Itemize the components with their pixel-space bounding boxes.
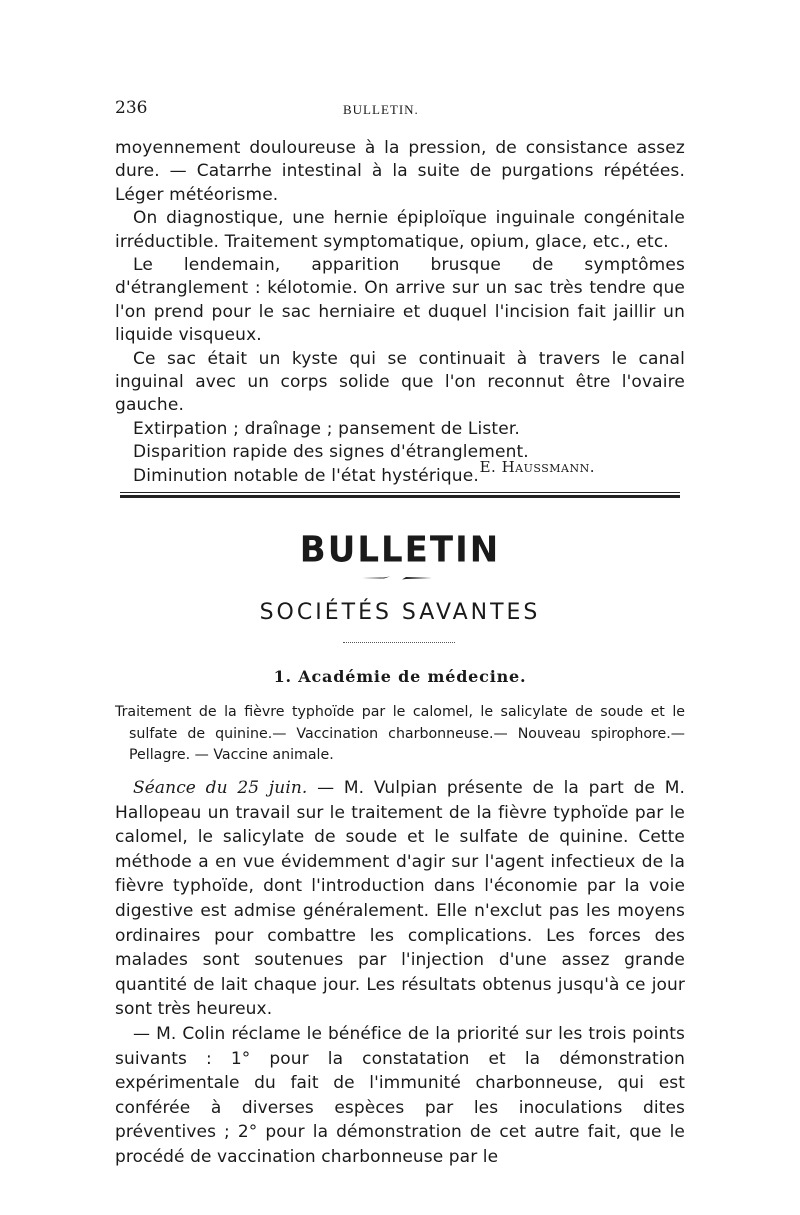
- ornament-divider: [362, 575, 432, 581]
- paragraph: Disparition rapide des signes d'étranglement.: [133, 442, 529, 463]
- paragraph: Ce sac était un kyste qui se continuait à travers le canal inguinal avec un corps solide que l'on reconnut être l'ovaire gauche.: [115, 348, 685, 416]
- running-title: BULLETIN.: [343, 102, 419, 117]
- article-paragraph: — M. Colin réclame le bénéfice de la priorité sur les trois points suivants : 1° pour la constatation et la démonstration expérimentale du fait de l'immunité charbonneuse, qui est conférée à diverses espèces par les inoculations dites préventives ; 2° pour la démonstration de cet autre fait, que le procédé de vaccination charbonneuse par le: [115, 1023, 685, 1167]
- article-text: [115, 776, 685, 1170]
- section-divider: [120, 492, 680, 498]
- case-report-text: [115, 137, 685, 488]
- author-signature: [480, 458, 595, 476]
- paragraph: Diminution notable de l'état hystérique.: [133, 465, 479, 486]
- summary-text: Traitement de la fièvre typhoïde par le calomel, le salicylate de soude et le sulfate de quinine.— Vaccination charbonneuse.— Nouveau spirophore.— Pellagre. — Vaccine animale.: [115, 704, 685, 763]
- subsection-title: 1. Académie de médecine.: [273, 667, 527, 686]
- bulletin-title: BULLETIN: [299, 529, 501, 571]
- signature-name: Haussmann.: [501, 458, 595, 476]
- running-head: [115, 98, 685, 122]
- article-paragraph-text: — M. Vulpian présente de la part de M. Hallopeau un travail sur le traitement de la fièvre typhoïde par le calomel, le salicylate de soude et le sulfate de quinine. Cette méthode a en vue évidemment d'agir sur l'agent infectieux de la fièvre typhoïde, dont l'introduction dans l'économie par la voie digestive est admise généralement. Elle n'exclut pas les moyens ordinaires pour combattre les complications. Les forces des malades sont soutenues par l'injection d'une assez grande quantité de lait chaque jour. Les résultats obtenus jusqu'à ce jour sont très heureux.: [115, 778, 685, 1020]
- paragraph: Le lendemain, apparition brusque de symptômes d'étranglement : kélotomie. On arrive sur un sac très tendre que l'on prend pour le sac herniaire et duquel l'incision fait jaillir un liquide visqueux.: [115, 255, 685, 346]
- dotted-divider: [343, 642, 455, 643]
- paragraph: moyennement douloureuse à la pression, de consistance assez dure. — Catarrhe intestinal à la suite de purgations répétées. Léger météorisme.: [115, 138, 685, 205]
- signature-initial: E.: [479, 458, 497, 476]
- section-title: SOCIÉTÉS SAVANTES: [259, 600, 541, 625]
- paragraph: Extirpation ; draînage ; pansement de Lister.: [133, 418, 520, 439]
- article-paragraph: [115, 776, 685, 1022]
- page-number: 236: [115, 98, 148, 118]
- session-label: Séance du 25 juin.: [133, 778, 308, 798]
- paragraph: On diagnostique, une hernie épiploïque inguinale congénitale irréductible. Traitement symptomatique, opium, glace, etc., etc.: [115, 208, 685, 252]
- summary-block: [115, 702, 685, 767]
